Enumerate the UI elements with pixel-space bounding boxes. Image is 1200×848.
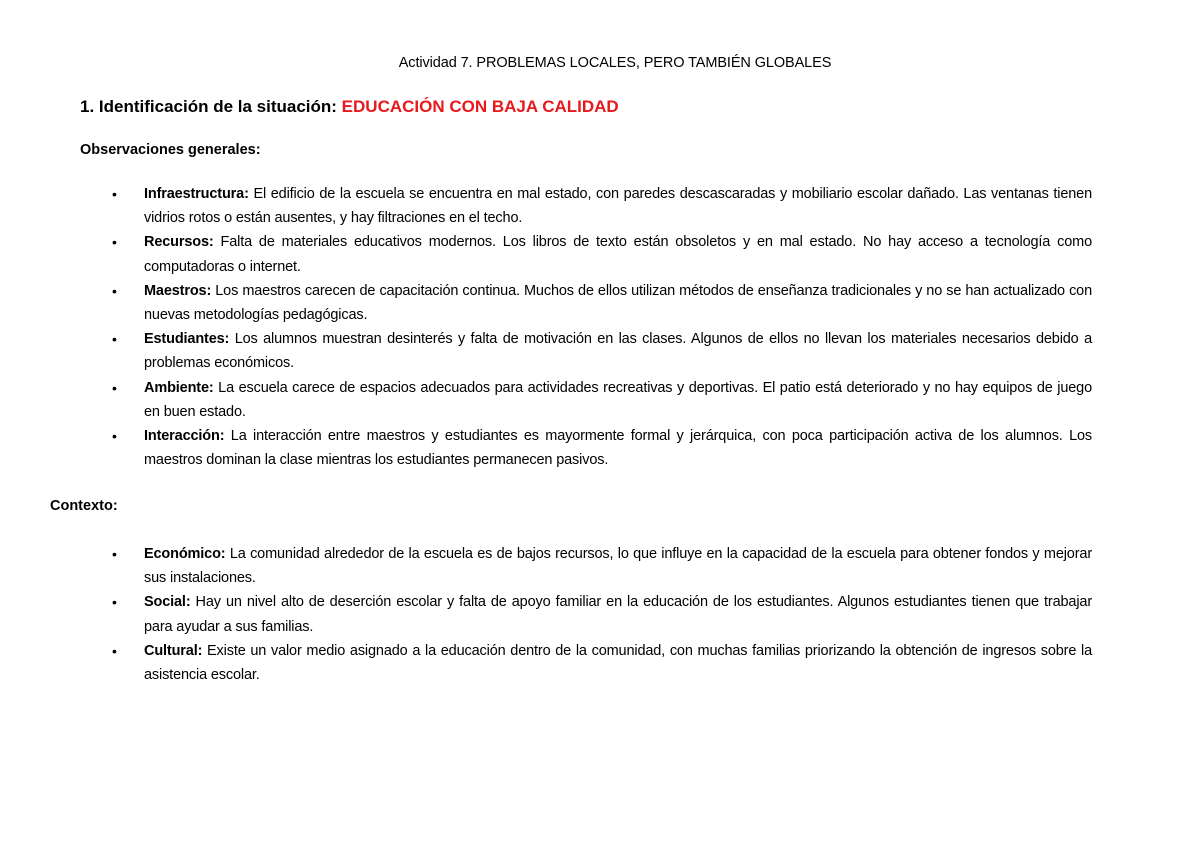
item-text: El edificio de la escuela se encuentra en mal estado, con paredes descascaradas y mobiliario escolar dañado. Las ventanas tienen vidrios rotos o están ausentes, y hay filtraciones en el techo. xyxy=(144,186,1092,227)
item-text: La interacción entre maestros y estudiantes es mayormente formal y jerárquica, con poca participación activa de los alumnos. Los maestros dominan la clase mientras los estudiantes permanecen pasivos. xyxy=(144,428,1092,469)
bullet-icon: • xyxy=(112,594,117,611)
bullet-icon: • xyxy=(112,331,117,348)
list-item xyxy=(112,542,1092,590)
item-term: Interacción: xyxy=(144,428,225,445)
item-text: Los alumnos muestran desinterés y falta de motivación en las clases. Algunos de ellos no llevan los materiales necesarios debido a problemas económicos. xyxy=(144,331,1092,372)
item-term: Económico: xyxy=(144,546,226,562)
item-text: La escuela carece de espacios adecuados para actividades recreativas y deportivas. El patio está deteriorado y no hay equipos de juego en buen estado. xyxy=(144,379,1092,420)
bullet-icon: • xyxy=(112,428,117,445)
observaciones-heading: Observaciones generales: xyxy=(80,142,261,158)
bullet-icon: • xyxy=(112,186,117,202)
item-text: Los maestros carecen de capacitación continua. Muchos de ellos utilizan métodos de enseñanza tradicionales y no se han actualizado con nuevas metodologías pedagógicas. xyxy=(144,282,1092,324)
item-term: Estudiantes: xyxy=(144,331,230,348)
contexto-list xyxy=(112,542,1092,687)
list-item xyxy=(112,639,1092,687)
item-term: Social: xyxy=(144,594,191,611)
list-item xyxy=(112,590,1092,638)
bullet-icon: • xyxy=(112,379,117,396)
item-text: Hay un nivel alto de deserción escolar y falta de apoyo familiar en la educación de los estudiantes. Algunos estudiantes tienen que trabajar para ayudar a sus familias. xyxy=(144,594,1092,635)
item-text: Falta de materiales educativos modernos. Los libros de texto están obsoletos y en mal estado. No hay acceso a tecnología como computadoras o internet. xyxy=(144,234,1092,275)
item-term: Recursos: xyxy=(144,234,214,251)
list-item xyxy=(112,230,1092,278)
item-term: Infraestructura: xyxy=(144,186,249,202)
section-heading-prefix: 1. Identificación de la situación: xyxy=(80,97,342,116)
item-text: Existe un valor medio asignado a la educación dentro de la comunidad, con muchas familias priorizando la obtención de ingresos sobre la asistencia escolar. xyxy=(144,642,1092,684)
list-item xyxy=(112,376,1092,424)
contexto-heading: Contexto: xyxy=(50,498,118,514)
item-term: Cultural: xyxy=(144,642,203,659)
bullet-icon: • xyxy=(112,642,117,659)
list-item xyxy=(112,327,1092,375)
bullet-icon: • xyxy=(112,546,117,562)
section-heading xyxy=(80,96,619,118)
bullet-icon: • xyxy=(112,282,117,299)
bullet-icon: • xyxy=(112,234,117,251)
document-title: Actividad 7. PROBLEMAS LOCALES, PERO TAMBIÉN GLOBALES xyxy=(398,55,832,71)
list-item xyxy=(112,279,1092,327)
observaciones-list xyxy=(112,182,1092,472)
list-item xyxy=(112,182,1092,230)
item-text: La comunidad alrededor de la escuela es de bajos recursos, lo que influye en la capacidad de la escuela para obtener fondos y mejorar sus instalaciones. xyxy=(144,546,1092,587)
item-term: Ambiente: xyxy=(144,379,214,396)
item-term: Maestros: xyxy=(144,282,212,299)
section-heading-highlight: EDUCACIÓN CON BAJA CALIDAD xyxy=(341,97,619,116)
list-item xyxy=(112,424,1092,472)
